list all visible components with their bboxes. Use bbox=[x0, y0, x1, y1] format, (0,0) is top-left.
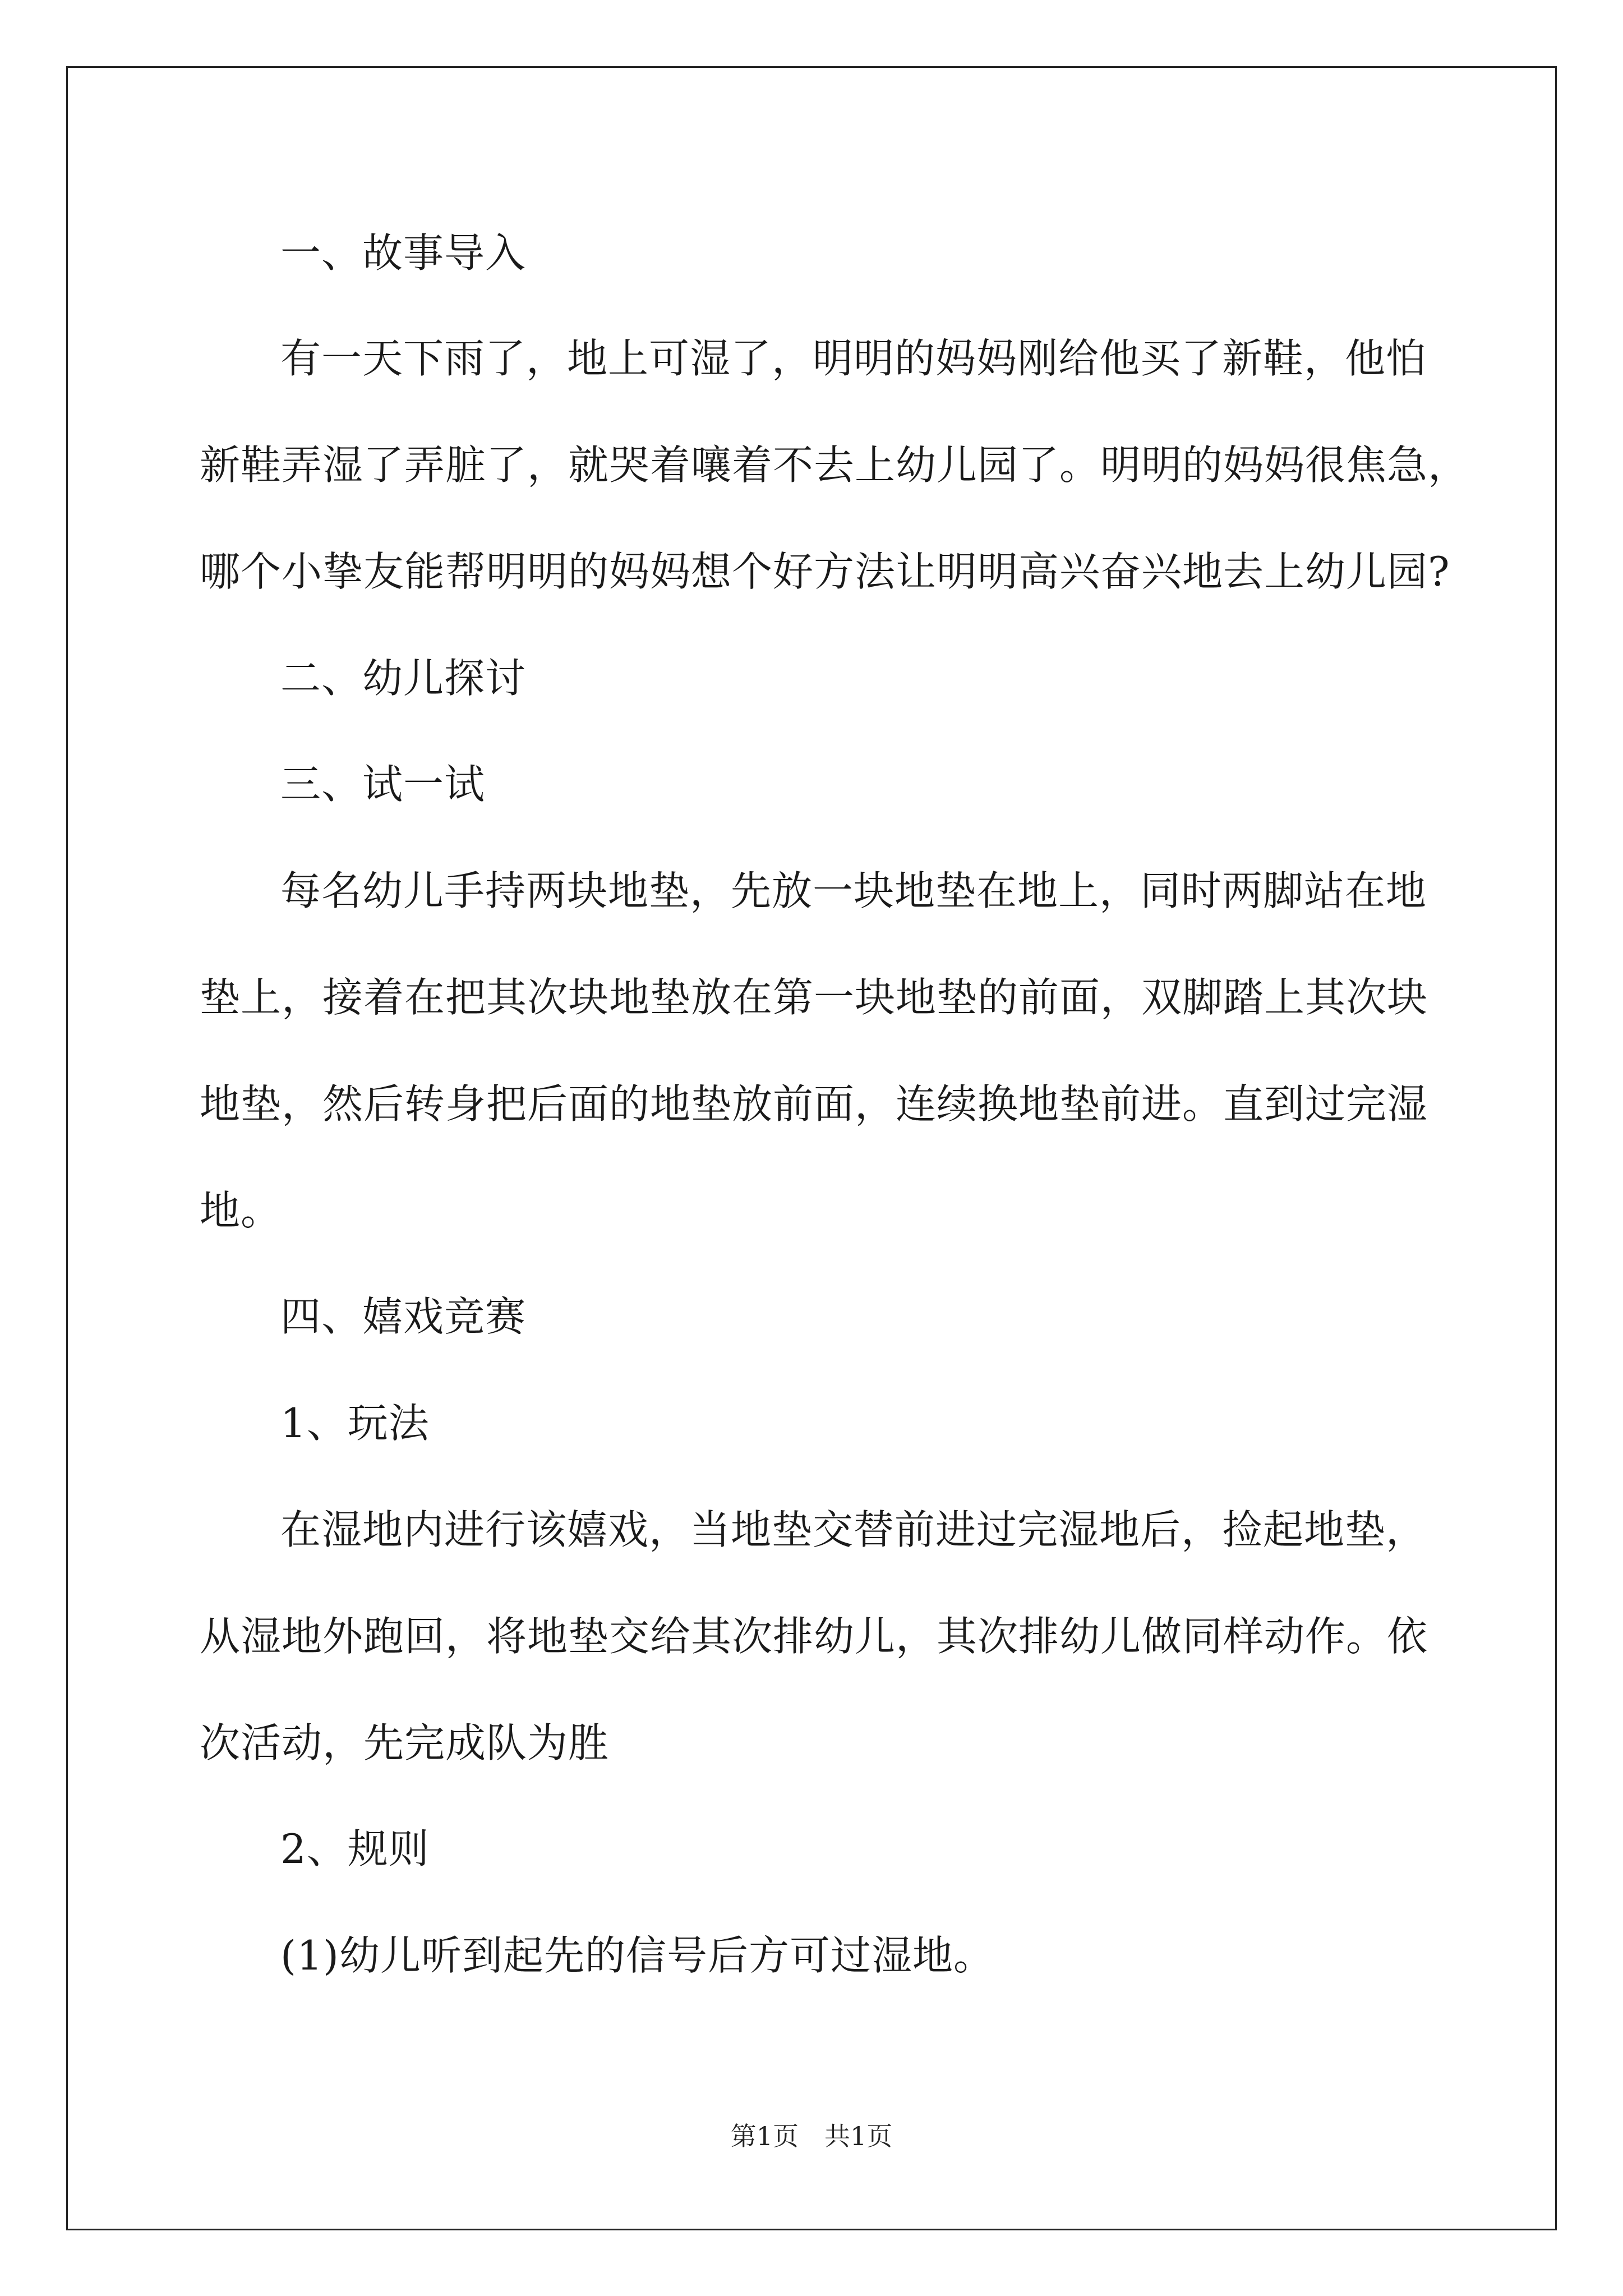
paragraph-line: 在湿地内进行该嬉戏，当地垫交替前进过完湿地后，捡起地垫， bbox=[280, 1506, 1427, 1553]
paragraph-line: 从湿地外跑回，将地垫交给其次排幼儿，其次排幼儿做同样动作。依 bbox=[200, 1613, 1428, 1660]
page-border bbox=[66, 66, 1557, 2230]
section-heading-try: 三、试一试 bbox=[280, 761, 486, 808]
page-number-footer: 第1页 共1页 bbox=[730, 2121, 893, 2151]
paragraph-line: 垫上，接着在把其次块地垫放在第一块地垫的前面，双脚踏上其次块 bbox=[200, 974, 1428, 1021]
paragraph-line: 哪个小挚友能帮明明的妈妈想个好方法让明明高兴奋兴地去上幼儿园? bbox=[200, 548, 1450, 595]
section-heading-discussion: 二、幼儿探讨 bbox=[280, 655, 527, 702]
paragraph-line: 新鞋弄湿了弄脏了，就哭着嚷着不去上幼儿园了。明明的妈妈很焦急， bbox=[200, 441, 1469, 489]
rule-item: (1)幼儿听到起先的信号后方可过湿地。 bbox=[280, 1932, 994, 1979]
paragraph-line: 地。 bbox=[200, 1187, 282, 1234]
paragraph-line: 地垫，然后转身把后面的地垫放前面，连续换地垫前进。直到过完湿 bbox=[200, 1080, 1428, 1128]
subsection-heading-rules: 2、规则 bbox=[280, 1825, 430, 1872]
paragraph-line: 有一天下雨了，地上可湿了，明明的妈妈刚给他买了新鞋，他怕 bbox=[280, 335, 1427, 382]
section-heading-story: 一、故事导入 bbox=[280, 229, 527, 277]
subsection-heading-play: 1、玩法 bbox=[280, 1400, 430, 1447]
section-heading-game: 四、嬉戏竞赛 bbox=[280, 1293, 527, 1340]
paragraph-line: 每名幼儿手持两块地垫，先放一块地垫在地上，同时两脚站在地 bbox=[280, 867, 1427, 914]
paragraph-line: 次活动，先完成队为胜 bbox=[200, 1719, 610, 1766]
